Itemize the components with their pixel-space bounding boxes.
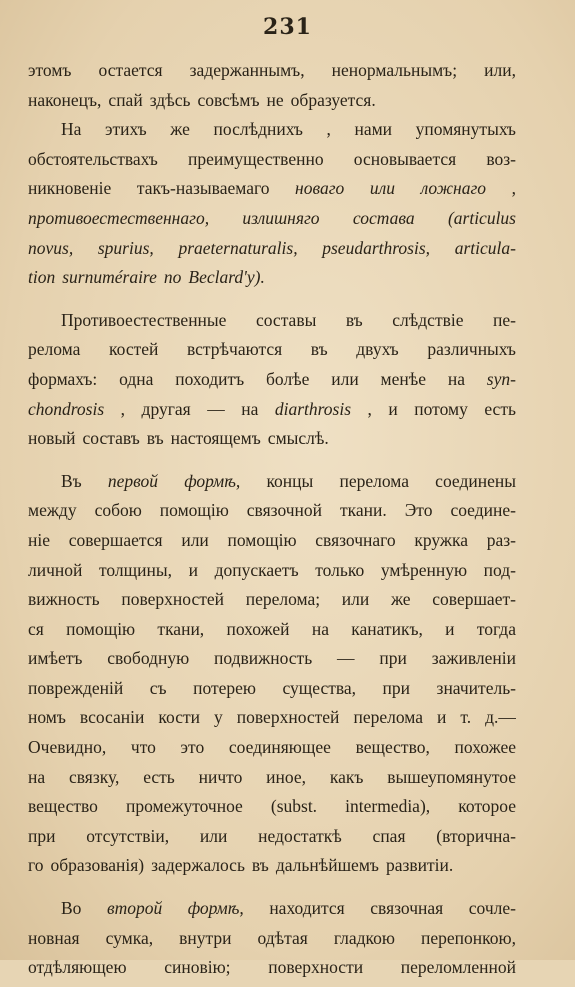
word: syn- bbox=[486, 368, 516, 389]
word: кружка bbox=[414, 529, 469, 550]
text-line bbox=[28, 208, 516, 238]
word: вещество, bbox=[355, 737, 430, 758]
word: этомъ bbox=[28, 60, 72, 80]
word: и bbox=[445, 618, 455, 639]
word: всосаніи bbox=[79, 707, 145, 728]
word: этихъ bbox=[105, 119, 147, 140]
word: ненормальнымъ; bbox=[331, 60, 458, 80]
text-line bbox=[28, 928, 516, 958]
word: или bbox=[369, 178, 395, 199]
word: т. bbox=[460, 707, 472, 728]
word: на bbox=[447, 368, 465, 389]
word: , bbox=[367, 398, 372, 419]
text-line bbox=[28, 178, 516, 208]
word: упомянутыхъ bbox=[415, 119, 516, 140]
word: же bbox=[390, 589, 411, 610]
text-line bbox=[28, 560, 516, 590]
word: вышеупомянутое bbox=[387, 766, 516, 787]
word: соединены bbox=[435, 470, 516, 491]
word: перелома bbox=[353, 707, 423, 728]
word: pseudarthrosis, bbox=[322, 237, 431, 258]
text-line bbox=[28, 957, 516, 987]
word: номъ bbox=[28, 707, 66, 728]
word: ложнаго bbox=[420, 178, 487, 199]
text-line bbox=[28, 796, 516, 826]
text-line bbox=[28, 500, 516, 530]
word: поврежденій bbox=[28, 677, 124, 698]
text-line bbox=[28, 428, 516, 458]
word: двухъ bbox=[356, 339, 399, 360]
word: под- bbox=[483, 559, 516, 580]
word: гладкою bbox=[333, 927, 395, 948]
word: , bbox=[511, 178, 516, 199]
word: личной bbox=[28, 559, 83, 580]
word: здѣсь bbox=[149, 89, 191, 110]
word: менѣе bbox=[380, 368, 427, 389]
word: поверхностей bbox=[236, 707, 340, 728]
word: задержаннымъ, bbox=[189, 60, 305, 80]
word: походитъ bbox=[175, 368, 245, 389]
word: или, bbox=[484, 60, 516, 80]
text-line bbox=[28, 678, 516, 708]
word: образуется. bbox=[290, 89, 376, 110]
word: же bbox=[170, 119, 190, 140]
word: и bbox=[437, 707, 447, 728]
text-line bbox=[28, 826, 516, 856]
word: какъ bbox=[329, 766, 364, 787]
word: и bbox=[388, 398, 398, 419]
word: tion bbox=[28, 267, 56, 288]
word: костей bbox=[109, 339, 159, 360]
word: есть bbox=[484, 398, 516, 419]
word: синовію; bbox=[164, 957, 231, 978]
word: связочной bbox=[246, 500, 323, 521]
word: новаго bbox=[295, 178, 345, 199]
word: только bbox=[315, 559, 365, 580]
word: формѣ, bbox=[187, 898, 244, 919]
word: отсутствіи, bbox=[86, 825, 170, 846]
word: новый bbox=[28, 428, 76, 449]
body-text bbox=[28, 60, 516, 987]
word: одѣтая bbox=[257, 927, 308, 948]
word: связку, bbox=[68, 766, 120, 787]
word: настоящемъ bbox=[170, 428, 261, 449]
word: толщины, bbox=[99, 559, 173, 580]
word: intermedia), bbox=[345, 796, 431, 817]
word: различныхъ bbox=[427, 339, 516, 360]
word: похожей bbox=[226, 618, 290, 639]
word: вещество bbox=[28, 796, 98, 817]
text-line bbox=[28, 149, 516, 179]
word: chondrosis bbox=[28, 398, 105, 419]
text-line bbox=[28, 119, 516, 149]
word: совершает- bbox=[432, 589, 516, 610]
word: составы bbox=[255, 309, 317, 330]
word: потерею bbox=[193, 677, 256, 698]
word: Во bbox=[61, 898, 82, 919]
word: поверхности bbox=[268, 957, 364, 978]
text-line bbox=[28, 471, 516, 501]
word: спай bbox=[108, 89, 143, 110]
word: соединяющее bbox=[228, 737, 331, 758]
word: совсѣмъ bbox=[197, 89, 260, 110]
word: концы bbox=[266, 470, 314, 491]
text-line bbox=[28, 619, 516, 649]
text-line bbox=[28, 399, 516, 429]
word: находится bbox=[269, 898, 345, 919]
word: иное, bbox=[266, 766, 306, 787]
word: промежуточное bbox=[125, 796, 243, 817]
word: съ bbox=[149, 677, 167, 698]
word: ткани. bbox=[340, 500, 387, 521]
word: допускаетъ bbox=[214, 559, 299, 580]
word: помощію bbox=[66, 618, 136, 639]
text-line bbox=[28, 90, 516, 120]
word: въ bbox=[310, 339, 328, 360]
text-line bbox=[28, 310, 516, 340]
word: при bbox=[379, 648, 407, 669]
text-line bbox=[28, 589, 516, 619]
word: совершается bbox=[68, 529, 163, 550]
word: ніе bbox=[28, 529, 50, 550]
word: по bbox=[163, 267, 182, 288]
word: или bbox=[341, 589, 370, 610]
word: воз- bbox=[486, 148, 516, 169]
word: отдѣляющею bbox=[28, 957, 127, 978]
paragraph-gap bbox=[28, 458, 516, 471]
word: излишняго bbox=[242, 207, 320, 228]
word: (articulus bbox=[447, 207, 516, 228]
text-line bbox=[28, 898, 516, 928]
word: задержалось bbox=[151, 855, 245, 876]
word: спая bbox=[372, 825, 406, 846]
word: новная bbox=[28, 927, 80, 948]
word: помощію bbox=[159, 500, 229, 521]
text-line bbox=[28, 648, 516, 678]
word: и bbox=[188, 559, 198, 580]
word: связочнаго bbox=[315, 529, 396, 550]
word: Beclard'у). bbox=[188, 267, 265, 288]
word: го bbox=[28, 855, 44, 876]
text-line bbox=[28, 339, 516, 369]
text-line bbox=[28, 855, 516, 885]
word: или bbox=[199, 825, 228, 846]
word: развитіи. bbox=[385, 855, 454, 876]
word: подвижность bbox=[214, 648, 313, 669]
word: формѣ, bbox=[184, 470, 241, 491]
word: основывается bbox=[353, 148, 457, 169]
text-line bbox=[28, 369, 516, 399]
word: связочная bbox=[370, 898, 444, 919]
word: Очевидно, bbox=[28, 737, 107, 758]
word: никновеніе bbox=[28, 178, 112, 199]
word: перелома; bbox=[245, 589, 321, 610]
word: смыслѣ. bbox=[267, 428, 329, 449]
word: или bbox=[181, 529, 209, 550]
word: нами bbox=[354, 119, 393, 140]
word: diarthrosis bbox=[274, 398, 352, 419]
word: послѣднихъ bbox=[213, 119, 303, 140]
word: или bbox=[331, 368, 359, 389]
word: соедине- bbox=[450, 500, 516, 521]
word: противоестественнаго, bbox=[28, 207, 210, 228]
word: ся bbox=[28, 618, 44, 639]
word: переломленной bbox=[400, 957, 516, 978]
word: болѣе bbox=[266, 368, 310, 389]
text-line bbox=[28, 737, 516, 767]
word: канатикъ, bbox=[351, 618, 423, 639]
word: состава bbox=[352, 207, 415, 228]
text-line bbox=[28, 60, 516, 90]
word: перепонкою, bbox=[421, 927, 516, 948]
word: въ bbox=[345, 309, 363, 330]
word: Это bbox=[404, 500, 433, 521]
word: релома bbox=[28, 339, 81, 360]
word: (вторична- bbox=[436, 825, 516, 846]
word: ткани, bbox=[157, 618, 205, 639]
text-line bbox=[28, 767, 516, 797]
word: дальнѣйшемъ bbox=[275, 855, 379, 876]
word: пе- bbox=[493, 309, 516, 330]
word: свободную bbox=[107, 648, 190, 669]
word: такъ-называемаго bbox=[136, 178, 270, 199]
word: образованія) bbox=[50, 855, 145, 876]
word: при bbox=[382, 677, 411, 698]
word: есть bbox=[143, 766, 175, 787]
word: существа, bbox=[282, 677, 357, 698]
word: на bbox=[241, 398, 259, 419]
word: на bbox=[311, 618, 329, 639]
word: остается bbox=[98, 60, 163, 80]
word: сумка, bbox=[105, 927, 154, 948]
word: между bbox=[28, 500, 77, 521]
word: при bbox=[28, 825, 56, 846]
word: собою bbox=[94, 500, 142, 521]
word: д.— bbox=[485, 707, 516, 728]
word: помощію bbox=[227, 529, 297, 550]
word: первой bbox=[107, 470, 159, 491]
word: умѣренную bbox=[380, 559, 468, 580]
text-line bbox=[28, 238, 516, 268]
word: одна bbox=[119, 368, 154, 389]
word: — bbox=[207, 398, 225, 419]
word: сочле- bbox=[468, 898, 516, 919]
word: слѣдствіе bbox=[392, 309, 464, 330]
word: обстоятельствахъ bbox=[28, 148, 158, 169]
word: что bbox=[130, 737, 156, 758]
text-line bbox=[28, 707, 516, 737]
word: Въ bbox=[61, 470, 82, 491]
word: , bbox=[326, 119, 331, 140]
word: формахъ: bbox=[28, 368, 98, 389]
word: , bbox=[120, 398, 126, 419]
page-number: 231 bbox=[263, 14, 312, 40]
word: которое bbox=[458, 796, 516, 817]
word: articula- bbox=[454, 237, 516, 258]
word: surnuméraire bbox=[62, 267, 157, 288]
word: тогда bbox=[476, 618, 516, 639]
text-line bbox=[28, 530, 516, 560]
word: второй bbox=[106, 898, 163, 919]
word: это bbox=[180, 737, 205, 758]
word: novus, bbox=[28, 237, 74, 258]
word: другая bbox=[141, 398, 191, 419]
paragraph-gap bbox=[28, 297, 516, 310]
word: Противоестественные bbox=[61, 309, 227, 330]
word: потому bbox=[414, 398, 468, 419]
word: значитель- bbox=[436, 677, 516, 698]
word: раз- bbox=[486, 529, 516, 550]
word: наконецъ, bbox=[28, 89, 102, 110]
text-line bbox=[28, 267, 516, 297]
word: преимущественно bbox=[188, 148, 324, 169]
word: — bbox=[337, 648, 355, 669]
word: поверхностей bbox=[121, 589, 225, 610]
word: заживленіи bbox=[431, 648, 516, 669]
word: недостаткѣ bbox=[258, 825, 342, 846]
word: встрѣчаются bbox=[187, 339, 283, 360]
paragraph-gap bbox=[28, 885, 516, 898]
word: перелома bbox=[339, 470, 409, 491]
word: вижность bbox=[28, 589, 100, 610]
word: въ bbox=[251, 855, 269, 876]
word: имѣетъ bbox=[28, 648, 83, 669]
word: ничто bbox=[198, 766, 243, 787]
word: praeternaturalis, bbox=[178, 237, 298, 258]
word: внутри bbox=[179, 927, 232, 948]
word: (subst. bbox=[270, 796, 318, 817]
word: не bbox=[266, 89, 284, 110]
word: у bbox=[214, 707, 223, 728]
word: На bbox=[61, 119, 82, 140]
word: составъ bbox=[82, 428, 140, 449]
word: на bbox=[28, 766, 46, 787]
word: въ bbox=[146, 428, 164, 449]
word: похожее bbox=[454, 737, 516, 758]
word: spurius, bbox=[97, 237, 154, 258]
word: кости bbox=[158, 707, 200, 728]
